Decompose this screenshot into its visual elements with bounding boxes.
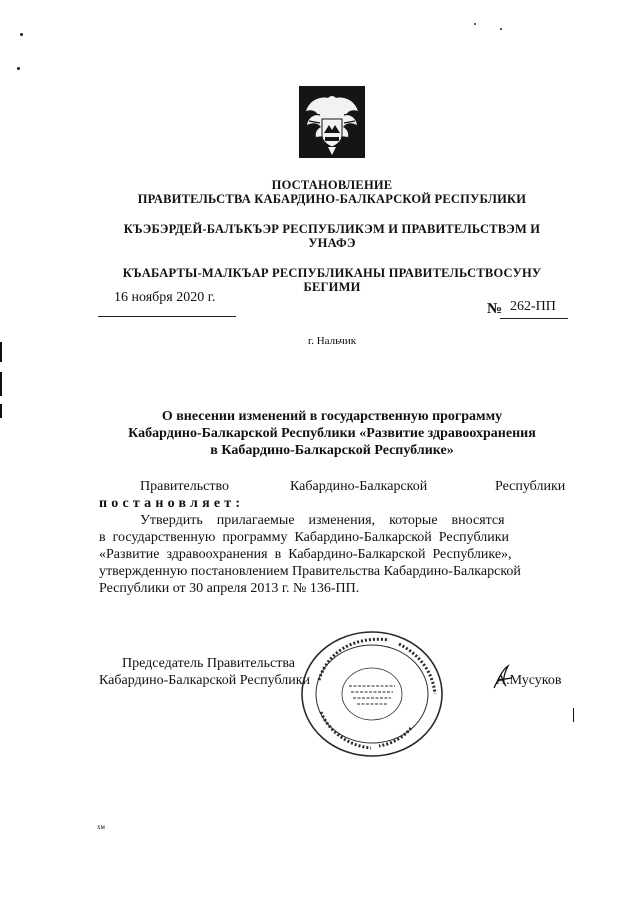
body-line-3: «Развитие здравоохранения в Кабардино-Балкарской Республике», [99, 547, 512, 562]
scan-margin-mark [573, 708, 574, 722]
intro-word-kbr: Кабардино-Балкарской [290, 479, 428, 494]
intro-word-government: Правительство [140, 479, 229, 494]
signer-title-line-2: Кабардино-Балкарской Республики [99, 673, 310, 688]
number-label: № [487, 301, 503, 317]
coat-of-arms-emblem [298, 85, 366, 159]
scan-speck [500, 28, 502, 30]
city-name: г. Нальчик [307, 335, 357, 347]
date-underline [98, 316, 236, 317]
signer-name: А.Мусуков [496, 673, 562, 688]
scan-speck [474, 23, 476, 25]
scan-margin-mark [0, 372, 2, 396]
issuer-balkar-line-1: КЪАБАРТЫ-МАЛКЪАР РЕСПУБЛИКАНЫ ПРАВИТЕЛЬСТВОСУНУ [122, 266, 542, 280]
body-line-5: Республики от 30 апреля 2013 г. № 136-ПП. [99, 581, 360, 596]
number-underline [500, 318, 568, 319]
resolution-title-line-1: О внесении изменений в государственную программу [161, 409, 503, 424]
signer-title-line-1: Председатель Правительства [122, 656, 295, 671]
scan-speck [20, 33, 23, 36]
issuer-kabardian-line-2: УНАФЭ [308, 236, 356, 250]
document-date: 16 ноября 2020 г. [114, 290, 216, 305]
issuer-russian: ПРАВИТЕЛЬСТВА КАБАРДИНО-БАЛКАРСКОЙ РЕСПУБЛИКИ [137, 192, 527, 206]
official-seal-stamp [299, 628, 445, 760]
issuer-balkar-line-2: БЕГИМИ [303, 280, 361, 294]
resolves-keyword: постановляет: [99, 496, 245, 511]
resolution-title-line-2: Кабардино-Балкарской Республики «Развитие здравоохранения [128, 426, 536, 441]
body-line-4: утвержденную постановлением Правительства Кабардино-Балкарской [99, 564, 521, 579]
body-line-1: Утвердить прилагаемые изменения, которые вносятся [140, 513, 505, 528]
intro-word-republic: Республики [495, 479, 566, 494]
document-number: 262-ПП [510, 299, 556, 314]
resolution-title-line-3: в Кабардино-Балкарской Республике» [210, 443, 454, 458]
scan-speck [17, 67, 20, 70]
footer-mark: хм [97, 823, 105, 831]
document-type-heading: ПОСТАНОВЛЕНИЕ [271, 178, 393, 192]
body-line-2: в государственную программу Кабардино-Балкарской Республики [99, 530, 510, 545]
issuer-kabardian-line-1: КЪЭБЭРДЕЙ-БАЛЪКЪЭР РЕСПУБЛИКЭМ И ПРАВИТЕЛЬСТВЭМ И [123, 222, 541, 236]
